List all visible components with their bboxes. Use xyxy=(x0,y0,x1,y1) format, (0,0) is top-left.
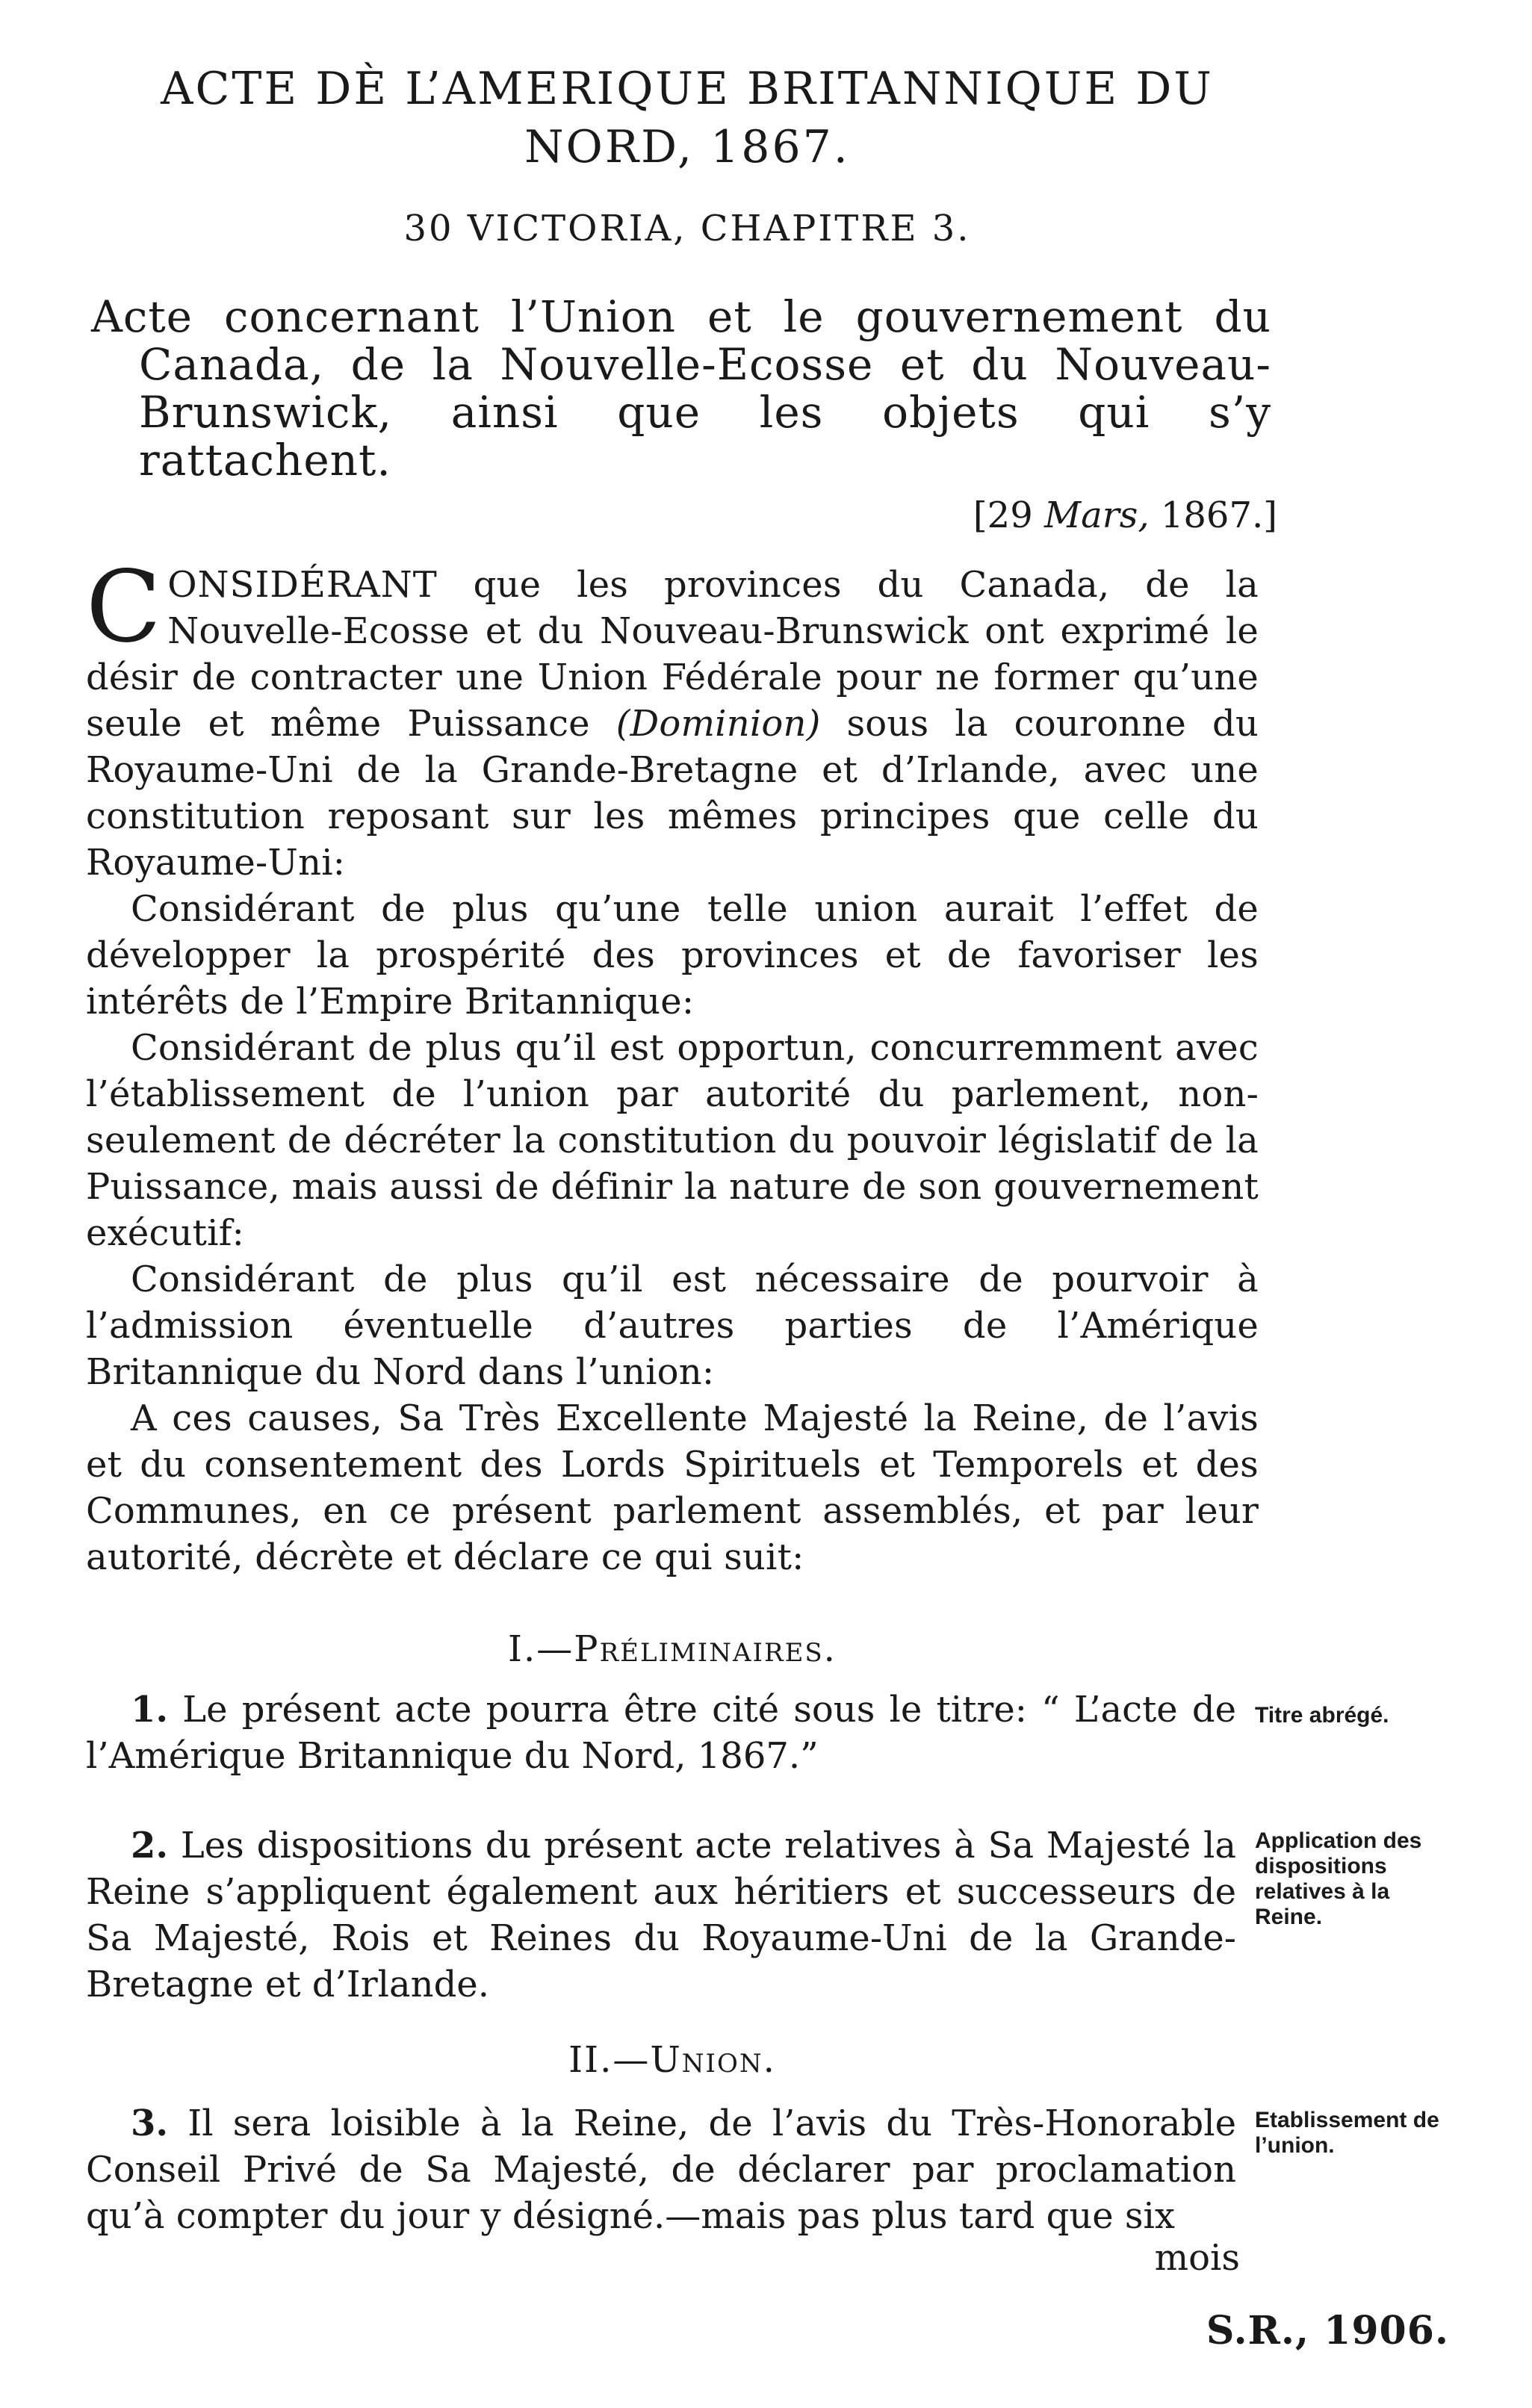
revised-statutes-reference: S.R., 1906. xyxy=(1206,2308,1449,2353)
part-heading-2 xyxy=(86,2039,1259,2081)
section-2-text: Les dispositions du présent acte relatives à Sa Majesté la Reine s’appliquent également aux héritiers et successeurs de Sa Majesté, Rois et Reines du Royaume-Uni de la Grande-Bretagne et d’Irlande. xyxy=(86,1825,1236,2005)
preamble xyxy=(86,550,1259,1580)
section-1-text: Le présent acte pourra être cité sous le titre: “ L’acte de l’Amérique Britannique du Nord, 1867.” xyxy=(86,1689,1236,1777)
part-1-prefix: I.— xyxy=(508,1628,574,1670)
preamble-text-1b: sous la couronne du Royaume-Uni de la Grande-Bretagne et d’Irlande, avec une constitution reposant sur les mêmes principes que celle du Royaume-Uni: xyxy=(86,703,1259,884)
section-2-number: 2. xyxy=(131,1825,169,1866)
part-2-label: Union. xyxy=(650,2039,776,2081)
long-title xyxy=(91,293,1271,484)
act-title xyxy=(90,60,1285,176)
section-1 xyxy=(86,1686,1236,1779)
act-chapter: 30 VICTORIA, CHAPITRE 3. xyxy=(403,208,971,249)
preamble-text-1a: que les provinces du Canada, de la Nouvelle-Ecosse et du Nouveau-Brunswick ont exprimé le désir de contracter une Union Fédérale pour ne former qu’une seule et même Puissance xyxy=(86,564,1259,745)
section-3-text: Il sera loisible à la Reine, de l’avis du Très-Honorable Conseil Privé de Sa Majesté, de déclarer par proclamation qu’à compter du jour y désigné.—mais pas plus tard que six xyxy=(86,2103,1236,2237)
part-heading-1 xyxy=(86,1628,1259,1670)
section-1-paragraph xyxy=(86,1686,1236,1779)
margin-note-2: Application des dispositions relatives à la Reine. xyxy=(1255,1828,1422,1929)
long-title-text: Acte concernant l’Union et le gouvernement du Canada, de la Nouvelle-Ecosse et du Nouveau-Brunswick, ainsi que les objets qui s’y rattachent. xyxy=(91,291,1271,485)
part-1-label: Préliminaires. xyxy=(574,1628,837,1670)
drop-cap: C xyxy=(86,550,162,665)
preamble-paragraph-2: Considérant de plus qu’une telle union aurait l’effet de développer la prospérité des provinces et de favoriser les intérêts de l’Empire Britannique: xyxy=(86,888,1259,1023)
title-line-2: NORD, 1867. xyxy=(524,121,850,173)
assent-close: 1867.] xyxy=(1149,494,1277,536)
margin-note-3: Etablissement de l’union. xyxy=(1255,2108,1439,2158)
assent-date xyxy=(859,494,1277,536)
margin-note-1: Titre abrégé. xyxy=(1255,1703,1389,1728)
preamble-paragraph-5: A ces causes, Sa Très Excellente Majesté la Reine, de l’avis et du consentement des Lords Spirituels et Temporels et des Communes, en ce présent parlement assemblés, et par leur autorité, décrète et déclare ce qui suit: xyxy=(86,1397,1259,1578)
preamble-lead-word: ONSIDÉRANT xyxy=(167,564,438,606)
title-line-1: ACTE DÈ L’AMERIQUE BRITANNIQUE DU xyxy=(161,63,1214,115)
section-3-number: 3. xyxy=(131,2103,169,2144)
section-1-number: 1. xyxy=(131,1689,169,1731)
section-3 xyxy=(86,2100,1236,2239)
section-3-continuation: mois xyxy=(1154,2237,1240,2279)
preamble-paragraph-1 xyxy=(86,550,1259,886)
preamble-dominion: (Dominion) xyxy=(615,703,821,745)
section-2 xyxy=(86,1822,1236,2008)
preamble-paragraph-3: Considérant de plus qu’il est opportun, concurremment avec l’établissement de l’union par autorité du parlement, non-seulement de décréter la constitution du pouvoir législatif de la Puissance, mais aussi de définir la nature de son gouvernement exécutif: xyxy=(86,1027,1259,1254)
section-2-paragraph xyxy=(86,1822,1236,2008)
assent-month: Mars, xyxy=(1043,494,1150,536)
preamble-paragraph-4: Considérant de plus qu’il est nécessaire de pourvoir à l’admission éventuelle d’autres parties de l’Amérique Britannique du Nord dans l’union: xyxy=(86,1259,1259,1393)
part-2-prefix: II.— xyxy=(568,2039,651,2081)
assent-open: [29 xyxy=(973,494,1044,536)
section-3-paragraph xyxy=(86,2100,1236,2239)
